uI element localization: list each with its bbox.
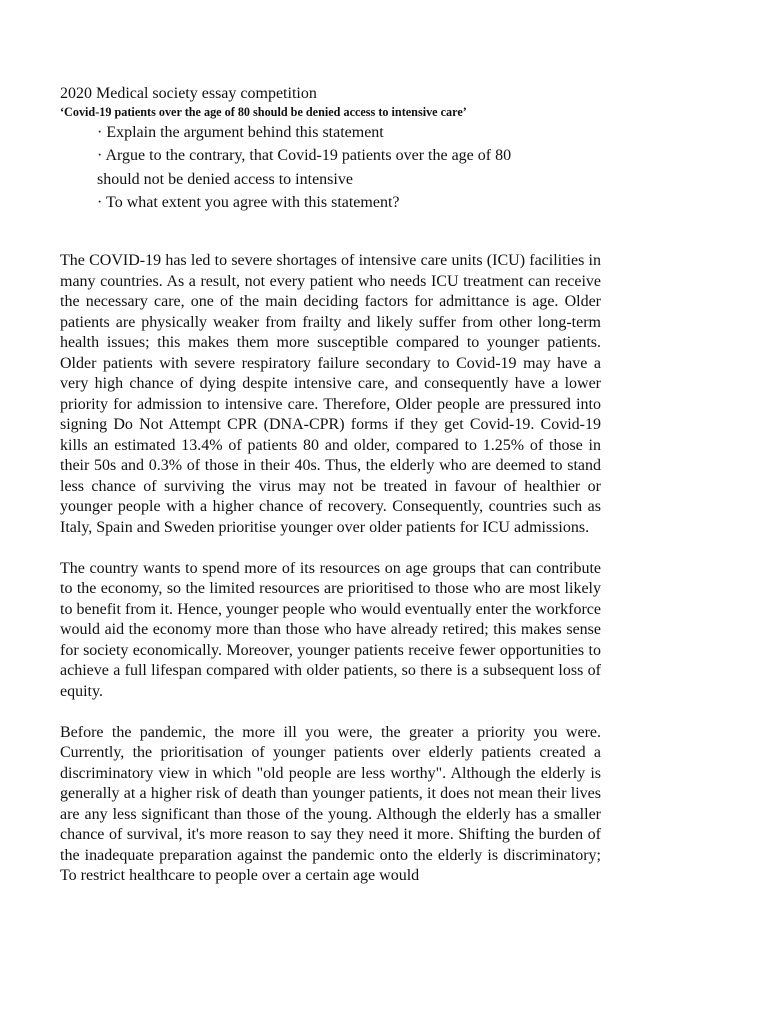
essay-prompt: ‘Covid-19 patients over the age of 80 should be denied access to intensive care’: [60, 105, 467, 119]
essay-header: [60, 84, 620, 215]
task-item-extent: · To what extent you agree with this statement?: [97, 194, 400, 212]
paragraph-1: The COVID-19 has led to severe shortages of intensive care units (ICU) facilities in many countries. As a result, not every patient who needs ICU treatment can receive the necessary care, one of the main deciding factors for admittance is age. Older patients are physically weaker from frailty and likely suffer from other long-term health issues; this makes them more susceptible compared to younger patients. Older patients with severe respiratory failure secondary to Covid-19 may have a very high chance of dying despite intensive care, and consequently have a lower priority for admission to intensive care. Therefore, Older people are pressured into signing Do Not Attempt CPR (DNA-CPR) forms if they get Covid-19. Covid-19 kills an estimated 13.4% of patients 80 and older, compared to 1.25% of those in their 50s and 0.3% of those in their 40s. Thus, the elderly who are deemed to stand less chance of surviving the virus may not be treated in favour of healthier or younger people with a higher chance of recovery. Consequently, countries such as Italy, Spain and Sweden prioritise younger over older patients for ICU admissions.: [60, 252, 601, 536]
task-item-argue-continued: should not be denied access to intensive: [97, 170, 353, 188]
task-item-explain: · Explain the argument behind this statement: [97, 124, 384, 141]
competition-title: 2020 Medical society essay competition: [60, 85, 317, 102]
paragraph-3: Before the pandemic, the more ill you were, the greater a priority you were. Currently, the prioritisation of younger patients over elderly patients created a discriminatory view in which "old people are less worthy". Although the elderly is generally at a higher risk of death than younger patients, it does not mean their lives are any less significant than those of the young. Although the elderly has a smaller chance of survival, it's more reason to say they need it more. Shifting the burden of the inadequate preparation against the pandemic onto the elderly is discriminatory; To restrict healthcare to people over a certain age would: [60, 723, 601, 884]
task-item-argue: · Argue to the contrary, that Covid-19 patients over the age of 80: [97, 147, 512, 165]
paragraph-2: The country wants to spend more of its resources on age groups that can contribute to the economy, so the limited resources are prioritised to those who are most likely to benefit from it. Hence, younger people who would eventually enter the workforce would aid the economy more than those who have already retired; this makes sense for society economically. Moreover, younger patients receive fewer opportunities to achieve a full lifespan compared with older patients, so there is a subsequent loss of equity.: [60, 559, 601, 700]
essay-body: [60, 251, 601, 887]
task-list: [60, 121, 620, 215]
